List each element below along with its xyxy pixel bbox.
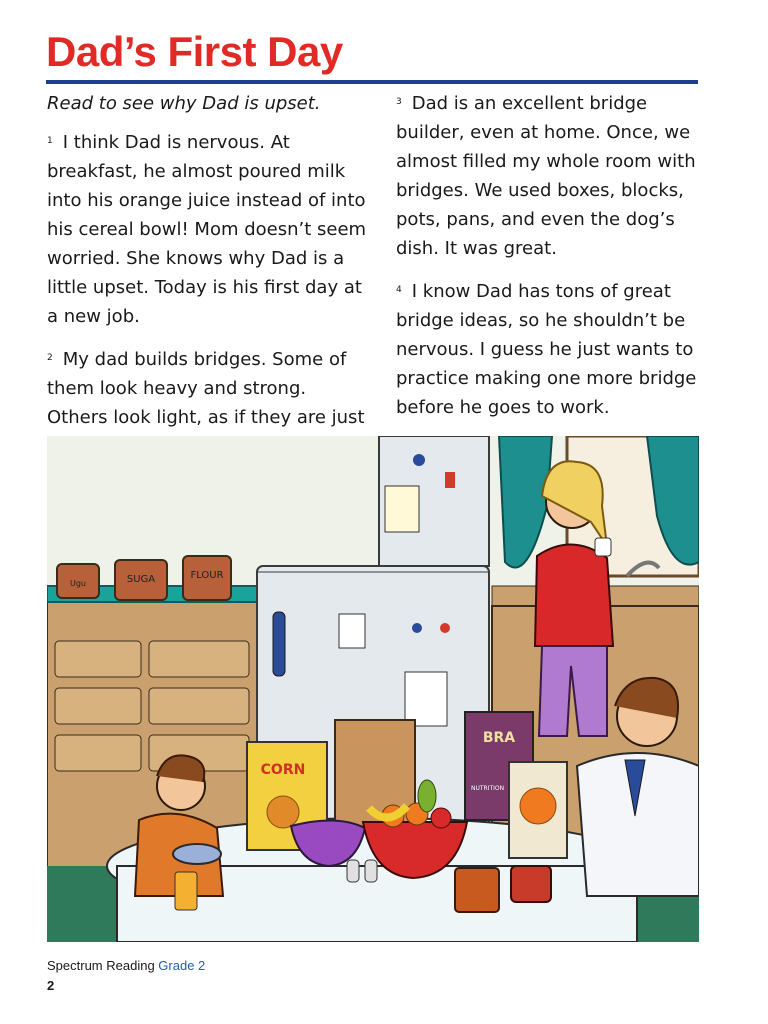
kitchen-breakfast-illustration <box>47 436 699 942</box>
paragraph-number: 4 <box>396 285 402 295</box>
title-underline <box>46 80 698 84</box>
intro-text: Read to see why Dad is upset. <box>47 93 321 114</box>
bran-box-label: BRA <box>482 730 516 746</box>
text-column-right <box>396 89 706 436</box>
paragraph-number: 1 <box>47 136 53 146</box>
paragraph-text: I think Dad is nervous. At breakfast, he almost poured milk into his orange juice instead of into his cereal bowl! Mom doesn’t seem worried. She knows why Dad is a little upset. Today is his first day at a new job. <box>47 132 367 327</box>
illustration-svg <box>47 436 699 942</box>
canister-3-label: FLOUR <box>190 570 224 581</box>
canister-1-label: Ugu <box>69 579 87 588</box>
paragraph-number: 2 <box>47 353 53 363</box>
paragraph-text: I know Dad has tons of great bridge ideas, so he shouldn’t be nervous. I guess he just wants to practice making one more bridge before he goes to work. <box>396 281 697 418</box>
paragraph-1 <box>47 128 369 331</box>
paragraph-text: Dad is an excellent bridge builder, even at home. Once, we almost filled my whole room with bridges. We used boxes, blocks, pots, pans, and even the dog’s dish. It was great. <box>396 93 696 259</box>
cereal-box-label: CORN <box>260 762 306 778</box>
footer <box>47 958 205 973</box>
page-number: 2 <box>47 978 55 993</box>
paragraph-text: My dad builds bridges. Some of them look heavy and strong. Others look light, as if they are just <box>47 349 365 428</box>
paragraph-number: 3 <box>396 97 402 107</box>
bran-box-side-label: NUTRITION <box>471 785 505 792</box>
paragraph-4 <box>396 277 706 422</box>
publisher-name: Spectrum Reading <box>47 958 155 973</box>
page-title: Dad’s First Day <box>46 28 343 75</box>
paragraph-3 <box>396 89 706 263</box>
grade-label: Grade 2 <box>158 958 206 973</box>
canister-2-label: SUGA <box>126 574 156 585</box>
